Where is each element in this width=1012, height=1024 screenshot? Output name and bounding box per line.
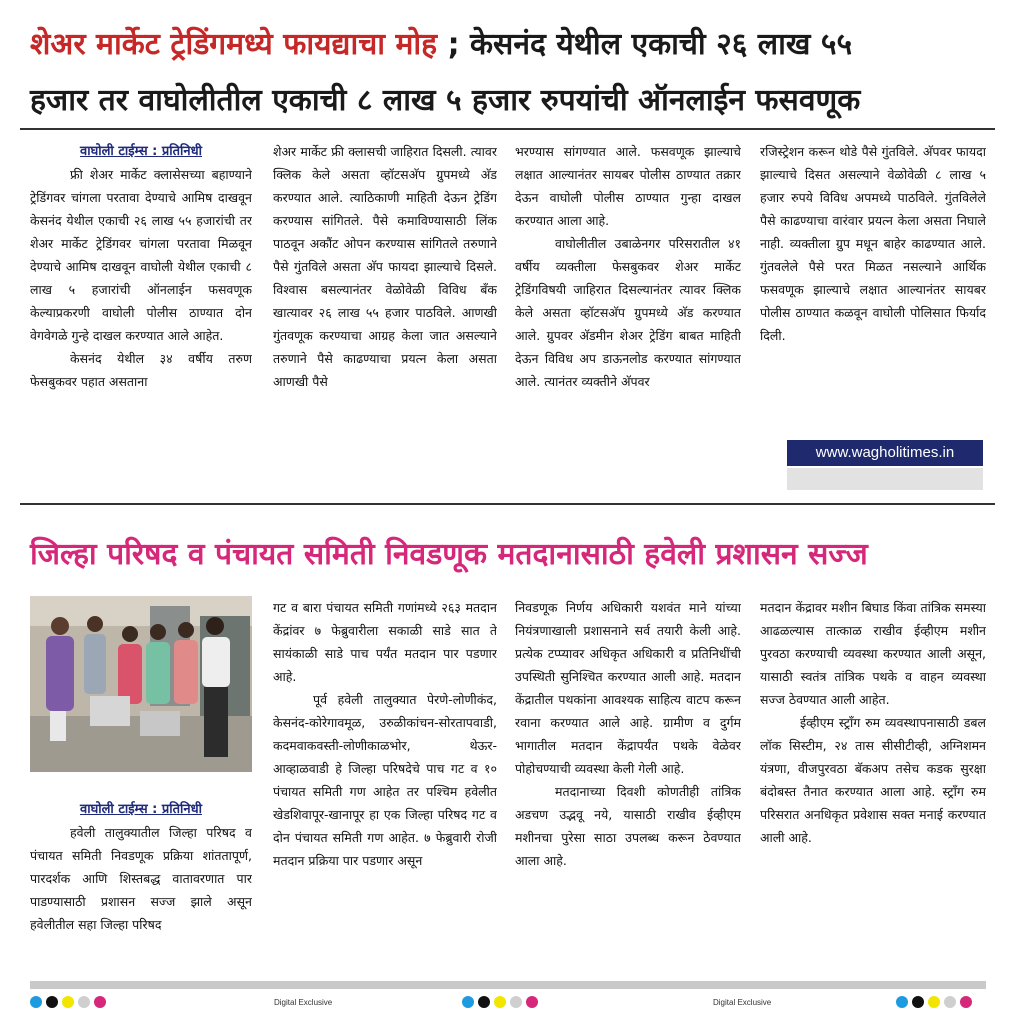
article1-column-2 [273, 140, 497, 495]
registration-dot [896, 996, 908, 1008]
article2-paragraph: गट व बारा पंचायत समिती गणांमध्ये २६३ मतदान केंद्रांवर ७ फेब्रुवारीला सकाळी साडे सात ते सायंकाळी साडे पाच पर्यंत मतदान पार पडणार आहे. [273, 600, 497, 684]
color-registration-dots-center [462, 996, 538, 1008]
registration-dot [46, 996, 58, 1008]
election-officials-photo [30, 596, 252, 772]
article2-byline: वाघोली टाईम्स : प्रतिनिधी [79, 802, 203, 817]
registration-dot [94, 996, 106, 1008]
article2-paragraph: मतदानाच्या दिवशी कोणतीही तांत्रिक अडचण उद्भवू नये, यासाठी राखीव ईव्हीएम मशीनचा पुरेसा साठा उपलब्ध करून ठेवण्यात आला आहे. [515, 784, 741, 868]
registration-dot [526, 996, 538, 1008]
footer-label-right: Digital Exclusive [713, 998, 772, 1007]
website-banner-strip [787, 468, 983, 490]
article2-paragraph: पूर्व हवेली तालुक्यात पेरणे-लोणीकंद, केसनंद-कोरेगावमूळ, उरुळीकांचन-सोरतापवाडी, कदमवाकवस्ती-लोणीकाळभोर, थेऊर-आव्हाळवाडी हे जिल्हा परिषदेचे पाच गट व १० पंचायत समिती गण आहेत तर पश्चिम हवेलीत खेडशिवापूर-खानापूर हा एक जिल्हा परिषद गट व दोन पंचायत समिती गण आहेत. ७ फेब्रुवारी रोजी मतदान प्रक्रिया पार पडणार असून [273, 692, 497, 868]
article2-paragraph: निवडणूक निर्णय अधिकारी यशवंत माने यांच्या नियंत्रणाखाली प्रशासनाने सर्व तयारी केली आहे. प्रत्येक टप्प्यावर अधिकृत अधिकारी व प्रतिनिधींची उपस्थिती सुनिश्चित करण्यात आली आहे. मतदान केंद्रातील पथकांना आवश्यक साहित्य वाटप करून रवाना करण्यात आले आहे. ग्रामीण व दुर्गम भागातील मतदान केंद्रापर्यंत पथके वेळेवर पोहोचण्याची व्यवस्था केली गेली आहे. [515, 600, 741, 776]
article1-paragraph: भरण्यास सांगण्यात आले. फसवणूक झाल्याचे लक्षात आल्यानंतर सायबर पोलीस ठाण्यात तक्रार देऊन वाघोली पोलीस ठाण्यात गुन्हा दाखल करण्यात आला आहे. [515, 144, 741, 228]
registration-dot [62, 996, 74, 1008]
color-registration-dots-left [30, 996, 106, 1008]
article1-paragraph: फ्री शेअर मार्केट क्लासेसच्या बहाण्याने ट्रेडिंगवर चांगला परतावा देण्याचे आमिष दाखवून केसनंद येथील एकाची २६ लाख ५५ हजारांची तर शेअर मार्केट ट्रेडिंगवर चांगला परतावा मिळवून देण्याचे आमिष दाखवून वाघोली येथील एकाची ८ लाख ५ हजारांची ऑनलाईन फसवणूक केल्याप्रकरणी वाघोली पोलीस ठाण्यात दोन वेगवेगळे गुन्हे दाखल करण्यात आले आहेत. [30, 167, 252, 343]
registration-dot [478, 996, 490, 1008]
article1-paragraph: वाघोलीतील उबाळेनगर परिसरातील ४१ वर्षीय व्यक्तीला फेसबुकवर शेअर मार्केट ट्रेडिंगविषयी जाहिरात दिसल्यानंतर त्यावर क्लिक केले असता व्हॉटसअ‍ॅप ग्रुपमध्ये अ‍ॅड करण्यात आले. ग्रुपवर अ‍ॅडमीन शेअर ट्रेडिंग बाबत माहिती देऊन विविध अप डाऊनलोड करण्यात सांगण्यात आले. त्यानंतर व्यक्तीने अ‍ॅपवर [515, 236, 741, 389]
article2-headline: जिल्हा परिषद व पंचायत समिती निवडणूक मतदानासाठी हवेली प्रशासन सज्ज [30, 537, 868, 572]
section-divider [20, 503, 995, 505]
article2-column-1 [30, 798, 252, 976]
article1-paragraph: शेअर मार्केट फ्री क्लासची जाहिरात दिसली. त्यावर क्लिक केले असता व्हॉटसअ‍ॅप ग्रुपमध्ये अ‍ॅड करण्यात आले. त्याठिकाणी माहिती देऊन ट्रेडिंग करण्यास सांगितले. पैसे कमाविण्यासाठी लिंक पाठवून अकौंट ओपन करण्यास सांगितले तरुणाने पैसे गुंतविले असता अ‍ॅप फायदा झाल्याचे दिसले. विश्वास बसल्यानंतर वेळोवेळी विविध बँक खात्यावर २६ लाख ५५ हजार पाठविले. आणखी गुंतवणूक करण्याचा आग्रह केला जात असल्याने तरुणाने पैसे काढण्याचा प्रयत्न केला असता आणखी पैसे [273, 144, 497, 389]
footer-label-left: Digital Exclusive [274, 998, 333, 1007]
article2-column-2 [273, 596, 497, 976]
registration-dot [462, 996, 474, 1008]
article1-column-4 [760, 140, 986, 438]
registration-dot [960, 996, 972, 1008]
headline-red-part: शेअर मार्केट ट्रेडिंगमध्ये फायद्याचा मोह [30, 27, 438, 62]
registration-dot [912, 996, 924, 1008]
footer-bar [30, 981, 986, 989]
article1-headline-line2: हजार तर वाघोलीतील एकाची ८ लाख ५ हजार रुपयांची ऑनलाईन फसवणूक [30, 83, 861, 118]
registration-dot [928, 996, 940, 1008]
article1-column-1 [30, 140, 252, 495]
article1-column-3 [515, 140, 741, 495]
registration-dot [30, 996, 42, 1008]
article2-column-4 [760, 596, 986, 976]
website-banner: www.wagholitimes.in [787, 440, 983, 466]
registration-dot [494, 996, 506, 1008]
registration-dot [944, 996, 956, 1008]
registration-dot [78, 996, 90, 1008]
article1-paragraph: केसनंद येथील ३४ वर्षीय तरुण फेसबुकवर पहात असताना [30, 351, 252, 389]
article2-column-3 [515, 596, 741, 976]
article2-paragraph: ईव्हीएम स्ट्राँग रुम व्यवस्थापनासाठी डबल लॉक सिस्टीम, २४ तास सीसीटीव्ही, अग्निशमन यंत्रणा, वीजपुरवठा बॅकअप तसेच कडक सुरक्षा बंदोबस्त तैनात करण्यात आला आहे. स्ट्राँग रुम परिसरात अनधिकृत प्रवेशास सक्त मनाई करण्यात आली आहे. [760, 715, 986, 845]
article1-paragraph: रजिस्ट्रेशन करून थोडे पैसे गुंतविले. अ‍ॅपवर फायदा झाल्याचे दिसत असल्याने वेळोवेळी ८ लाख ५ हजार रुपये विविध अपमध्ये पाठविले. गुंतविलेले पैसे काढण्याचा वारंवार प्रयत्न केला असता निघाले नाही. व्यक्तीला ग्रुप मधून बाहेर काढण्यात आले. गुंतवलेले पैसे परत मिळत नसल्याने आर्थिक फसवणूक झाल्याचे लक्षात आल्यानंतर सायबर पोलीस ठाण्यात कळवून वाघोली पोलिसात फिर्याद दिली. [760, 144, 986, 343]
registration-dot [510, 996, 522, 1008]
color-registration-dots-right [896, 996, 972, 1008]
headline-divider [20, 128, 995, 130]
article1-headline-line1 [30, 27, 853, 62]
article1-byline: वाघोली टाईम्स : प्रतिनिधी [79, 144, 203, 159]
headline-black-part: ; केसनंद येथील एकाची २६ लाख ५५ [437, 27, 853, 62]
article2-paragraph: मतदान केंद्रावर मशीन बिघाड किंवा तांत्रिक समस्या आढळल्यास तात्काळ राखीव ईव्हीएम मशीन पुरवठा करण्याची व्यवस्था करण्यात आली असून, यासाठी स्वतंत्र तांत्रिक पथके व वाहन व्यवस्था सज्ज ठेवण्यात आली आहेत. [760, 600, 986, 707]
article2-paragraph: हवेली तालुक्यातील जिल्हा परिषद व पंचायत समिती निवडणूक प्रक्रिया शांततापूर्ण, पारदर्शक आणि शिस्तबद्ध वातावरणात पार पाडण्यासाठी प्रशासन सज्ज झाले असून हवेलीतील सहा जिल्हा परिषद [30, 825, 252, 932]
